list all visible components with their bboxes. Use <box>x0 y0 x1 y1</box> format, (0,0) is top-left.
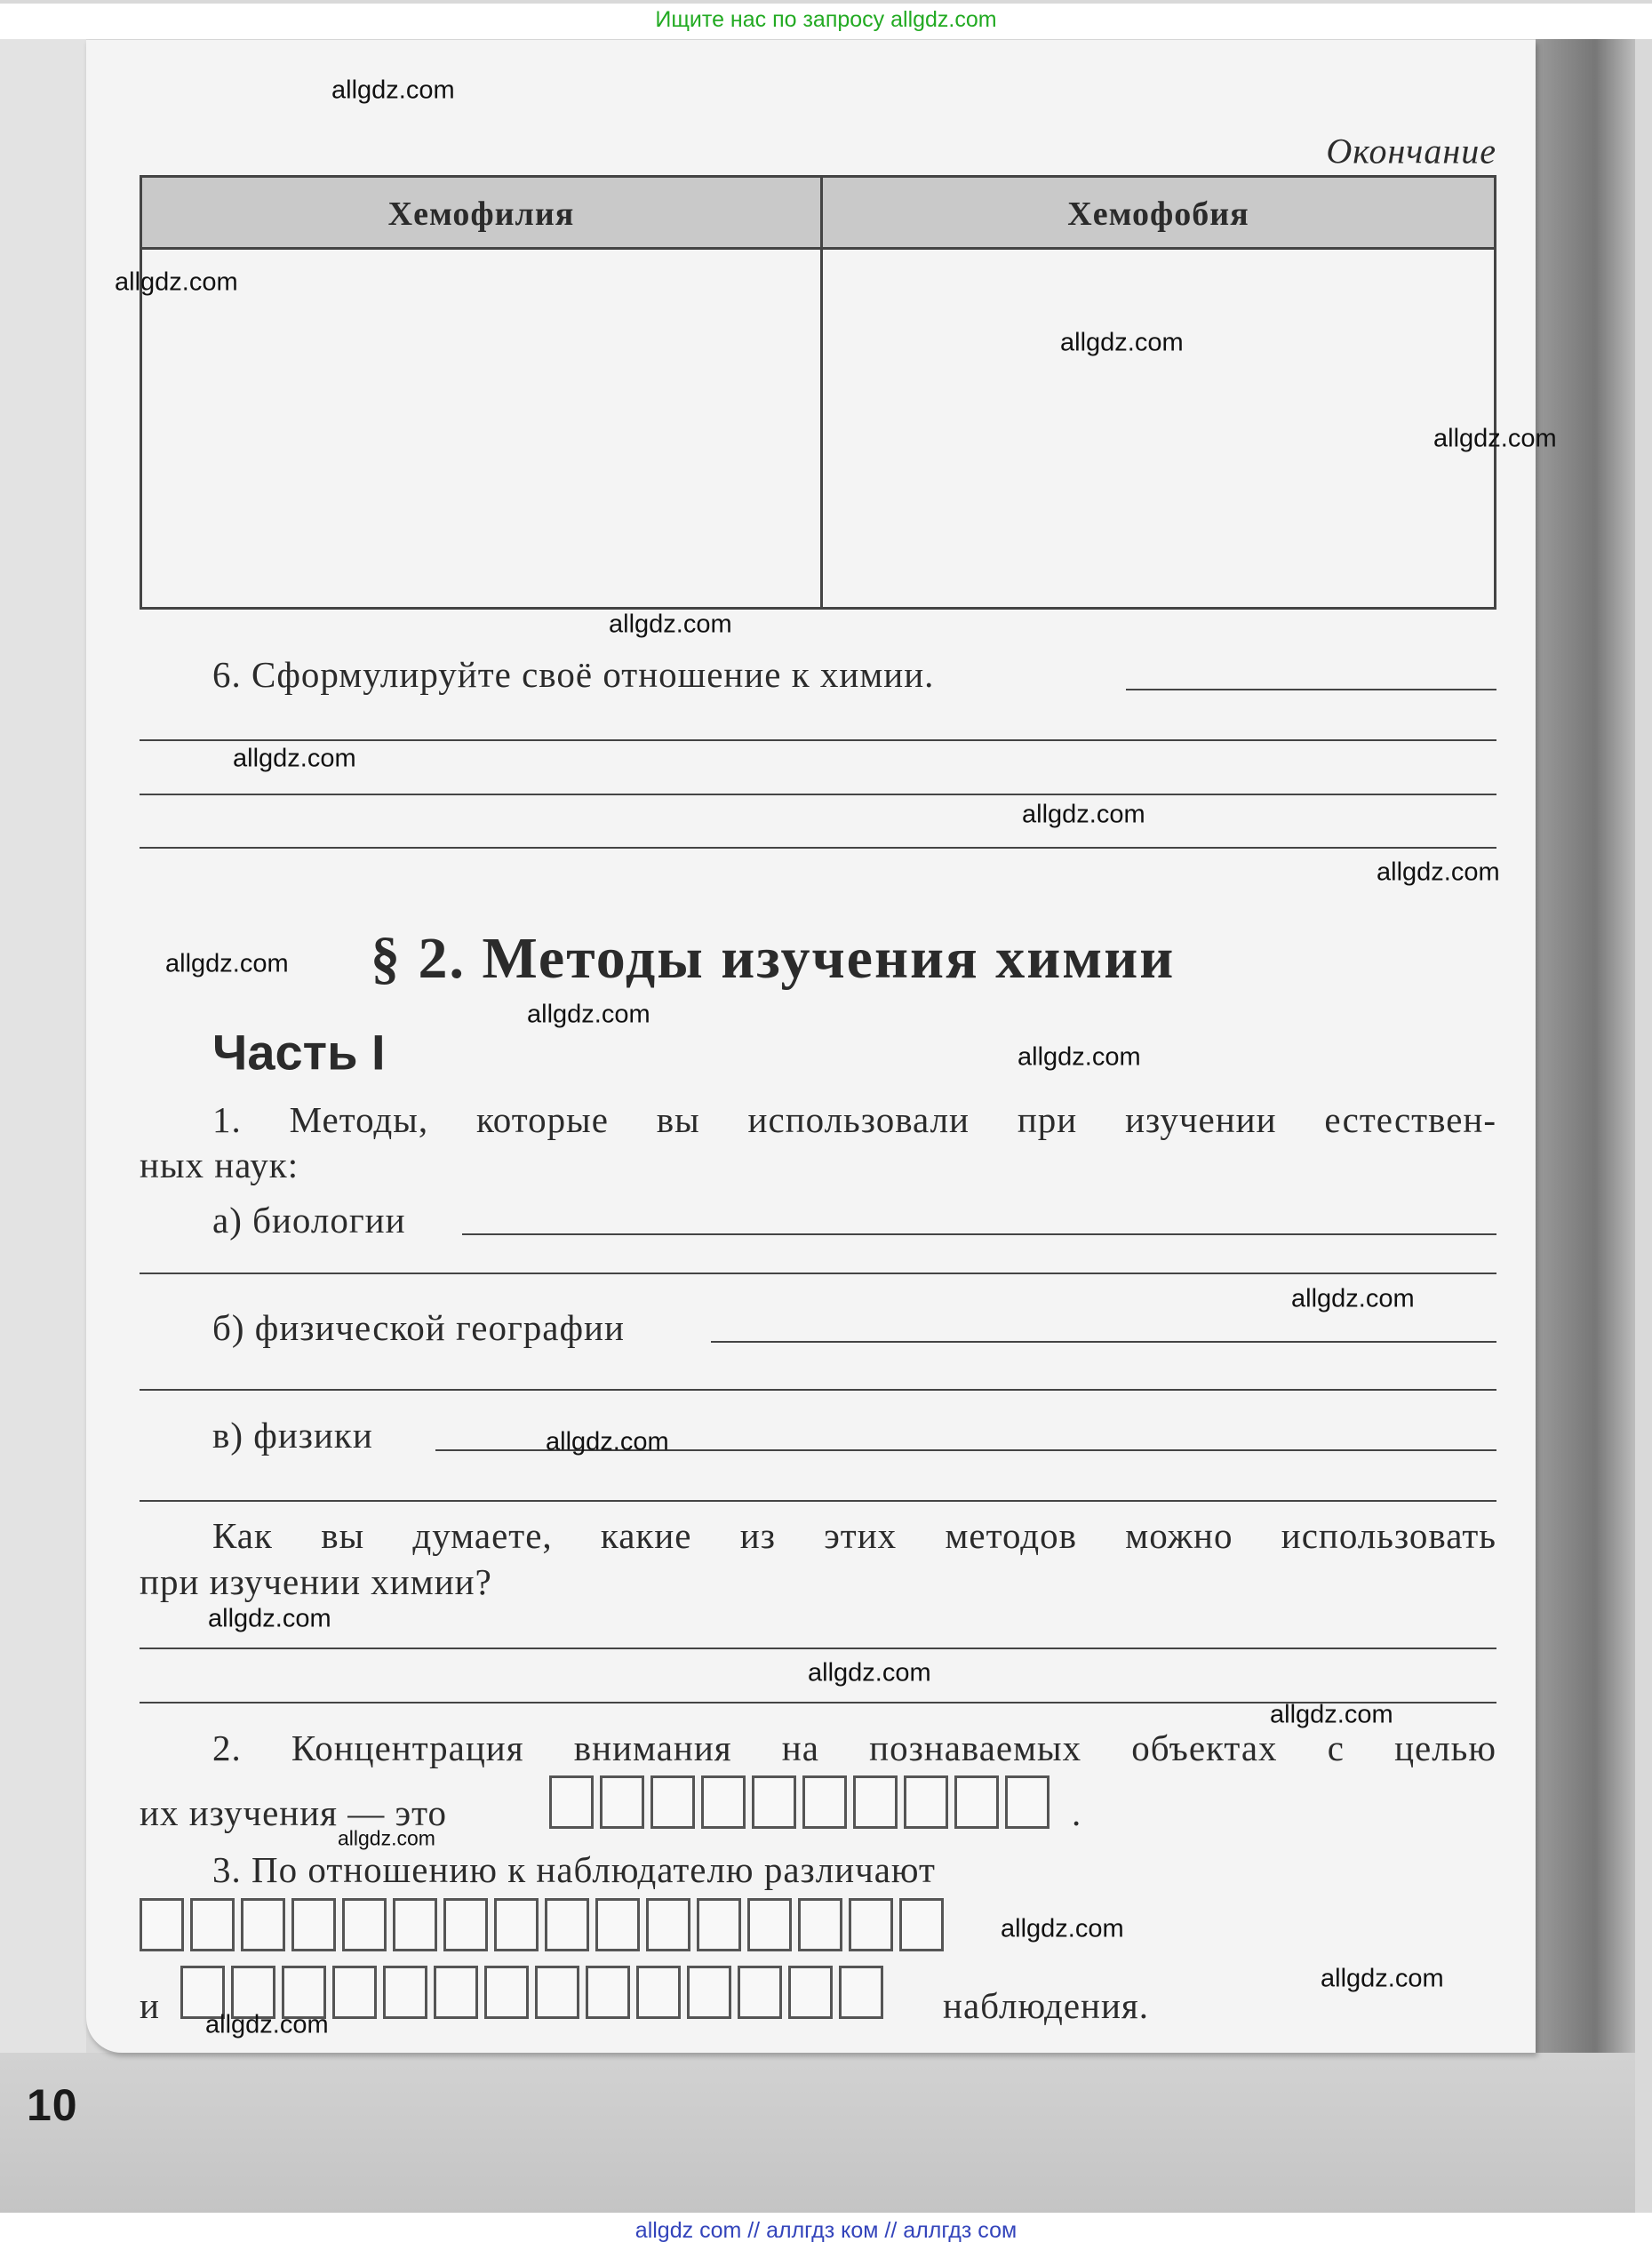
watermark: allgdz.com <box>1060 328 1184 357</box>
watermark: allgdz.com <box>1321 1964 1444 1993</box>
letter-box[interactable] <box>738 1966 782 2019</box>
answer-line[interactable] <box>1126 689 1496 690</box>
question-1-line2: ных наук: <box>140 1145 299 1185</box>
letter-box[interactable] <box>393 1898 437 1951</box>
header-hemophobia: Хемофобия <box>1067 195 1249 233</box>
answer-line[interactable] <box>140 1648 1496 1649</box>
letter-box[interactable] <box>484 1966 529 2019</box>
answer-boxes-q3-first[interactable] <box>140 1898 944 1951</box>
letter-box[interactable] <box>954 1775 999 1829</box>
letter-box[interactable] <box>747 1898 792 1951</box>
letter-box[interactable] <box>904 1775 948 1829</box>
letter-box[interactable] <box>650 1775 695 1829</box>
letter-box[interactable] <box>697 1898 741 1951</box>
answer-line[interactable] <box>140 739 1496 741</box>
letter-box[interactable] <box>291 1898 336 1951</box>
watermark: allgdz.com <box>331 76 455 105</box>
watermark: allgdz.com <box>609 610 732 639</box>
part-title: Часть I <box>212 1024 386 1081</box>
letter-box[interactable] <box>646 1898 690 1951</box>
letter-box[interactable] <box>798 1898 842 1951</box>
letter-box[interactable] <box>383 1966 427 2019</box>
watermark: allgdz.com <box>1270 1700 1393 1729</box>
letter-box[interactable] <box>586 1966 630 2019</box>
watermark: allgdz.com <box>115 267 238 297</box>
question-3-and: и <box>140 1985 160 2026</box>
background-left <box>0 39 86 2216</box>
answer-line[interactable] <box>711 1341 1496 1343</box>
letter-box[interactable] <box>434 1966 478 2019</box>
watermark: allgdz.com <box>233 744 356 773</box>
watermark: allgdz.com <box>1291 1284 1415 1313</box>
letter-box[interactable] <box>545 1898 589 1951</box>
answer-line[interactable] <box>140 847 1496 849</box>
watermark: allgdz.com <box>527 1000 650 1029</box>
question-1-followup-line2: при изучении химии? <box>140 1561 492 1602</box>
letter-box[interactable] <box>443 1898 488 1951</box>
question-3-line1: 3. По отношению к наблюдателю различают <box>212 1849 936 1890</box>
answer-line[interactable] <box>140 1273 1496 1274</box>
letter-box[interactable] <box>190 1898 235 1951</box>
column-divider <box>820 178 823 607</box>
letter-box[interactable] <box>849 1898 893 1951</box>
watermark: allgdz.com <box>1377 858 1500 887</box>
watermark: allgdz.com <box>1433 424 1557 453</box>
letter-box[interactable] <box>853 1775 898 1829</box>
answer-boxes-q2[interactable] <box>549 1775 1049 1829</box>
book-spine-edge <box>1536 39 1635 2216</box>
header-hemophilia: Хемофилия <box>387 195 575 233</box>
comparison-table <box>140 175 1496 610</box>
letter-box[interactable] <box>332 1966 377 2019</box>
letter-box[interactable] <box>839 1966 883 2019</box>
question-6: 6. Сформулируйте своё отношение к химии. <box>212 654 935 695</box>
answer-line[interactable] <box>140 794 1496 795</box>
watermark: allgdz.com <box>546 1427 669 1456</box>
watermark: allgdz.com <box>338 1826 435 1850</box>
letter-box[interactable] <box>595 1898 640 1951</box>
question-2-period: . <box>1072 1792 1082 1833</box>
watermark: allgdz.com <box>205 2010 329 2039</box>
watermark: allgdz.com <box>1018 1042 1141 1072</box>
section-title: § 2. Методы изучения химии <box>371 926 1176 991</box>
letter-box[interactable] <box>636 1966 681 2019</box>
letter-box[interactable] <box>701 1775 746 1829</box>
answer-line[interactable] <box>140 1389 1496 1391</box>
letter-box[interactable] <box>687 1966 731 2019</box>
watermark: allgdz.com <box>208 1604 331 1633</box>
watermark: allgdz.com <box>165 949 289 978</box>
search-banner: Ищите нас по запросу allgdz.com <box>0 4 1652 39</box>
letter-box[interactable] <box>899 1898 944 1951</box>
watermark: allgdz.com <box>808 1658 931 1688</box>
letter-box[interactable] <box>802 1775 847 1829</box>
letter-box[interactable] <box>788 1966 833 2019</box>
letter-box[interactable] <box>241 1898 285 1951</box>
question-1c: в) физики <box>212 1415 373 1456</box>
letter-box[interactable] <box>549 1775 594 1829</box>
question-3-end: наблюдения. <box>943 1985 1150 2026</box>
letter-box[interactable] <box>535 1966 579 2019</box>
answer-line[interactable] <box>140 1500 1496 1502</box>
question-2-line2: их изучения — это <box>140 1792 448 1833</box>
letter-box[interactable] <box>140 1898 184 1951</box>
question-1b: б) физической географии <box>212 1307 625 1348</box>
letter-box[interactable] <box>342 1898 387 1951</box>
page-number: 10 <box>27 2080 78 2130</box>
letter-box[interactable] <box>600 1775 644 1829</box>
question-1-line1: 1. Методы, которые вы использовали при изучении естествен- <box>212 1099 1496 1140</box>
watermark: allgdz.com <box>1022 800 1145 829</box>
letter-box[interactable] <box>494 1898 539 1951</box>
footer-links[interactable]: allgdz com // аллгдз ком // аллгдз сом <box>0 2213 1652 2250</box>
question-2-line1: 2. Концентрация внимания на познаваемых объектах с целью <box>212 1727 1496 1768</box>
watermark: allgdz.com <box>1001 1914 1124 1943</box>
letter-box[interactable] <box>752 1775 796 1829</box>
letter-box[interactable] <box>1005 1775 1049 1829</box>
background-bottom <box>0 2053 1635 2216</box>
question-1-followup-line1: Как вы думаете, какие из этих методов можно использовать <box>212 1515 1496 1556</box>
answer-line[interactable] <box>462 1233 1496 1235</box>
continuation-label: Окончание <box>1326 131 1496 172</box>
question-1a: а) биологии <box>212 1200 406 1241</box>
